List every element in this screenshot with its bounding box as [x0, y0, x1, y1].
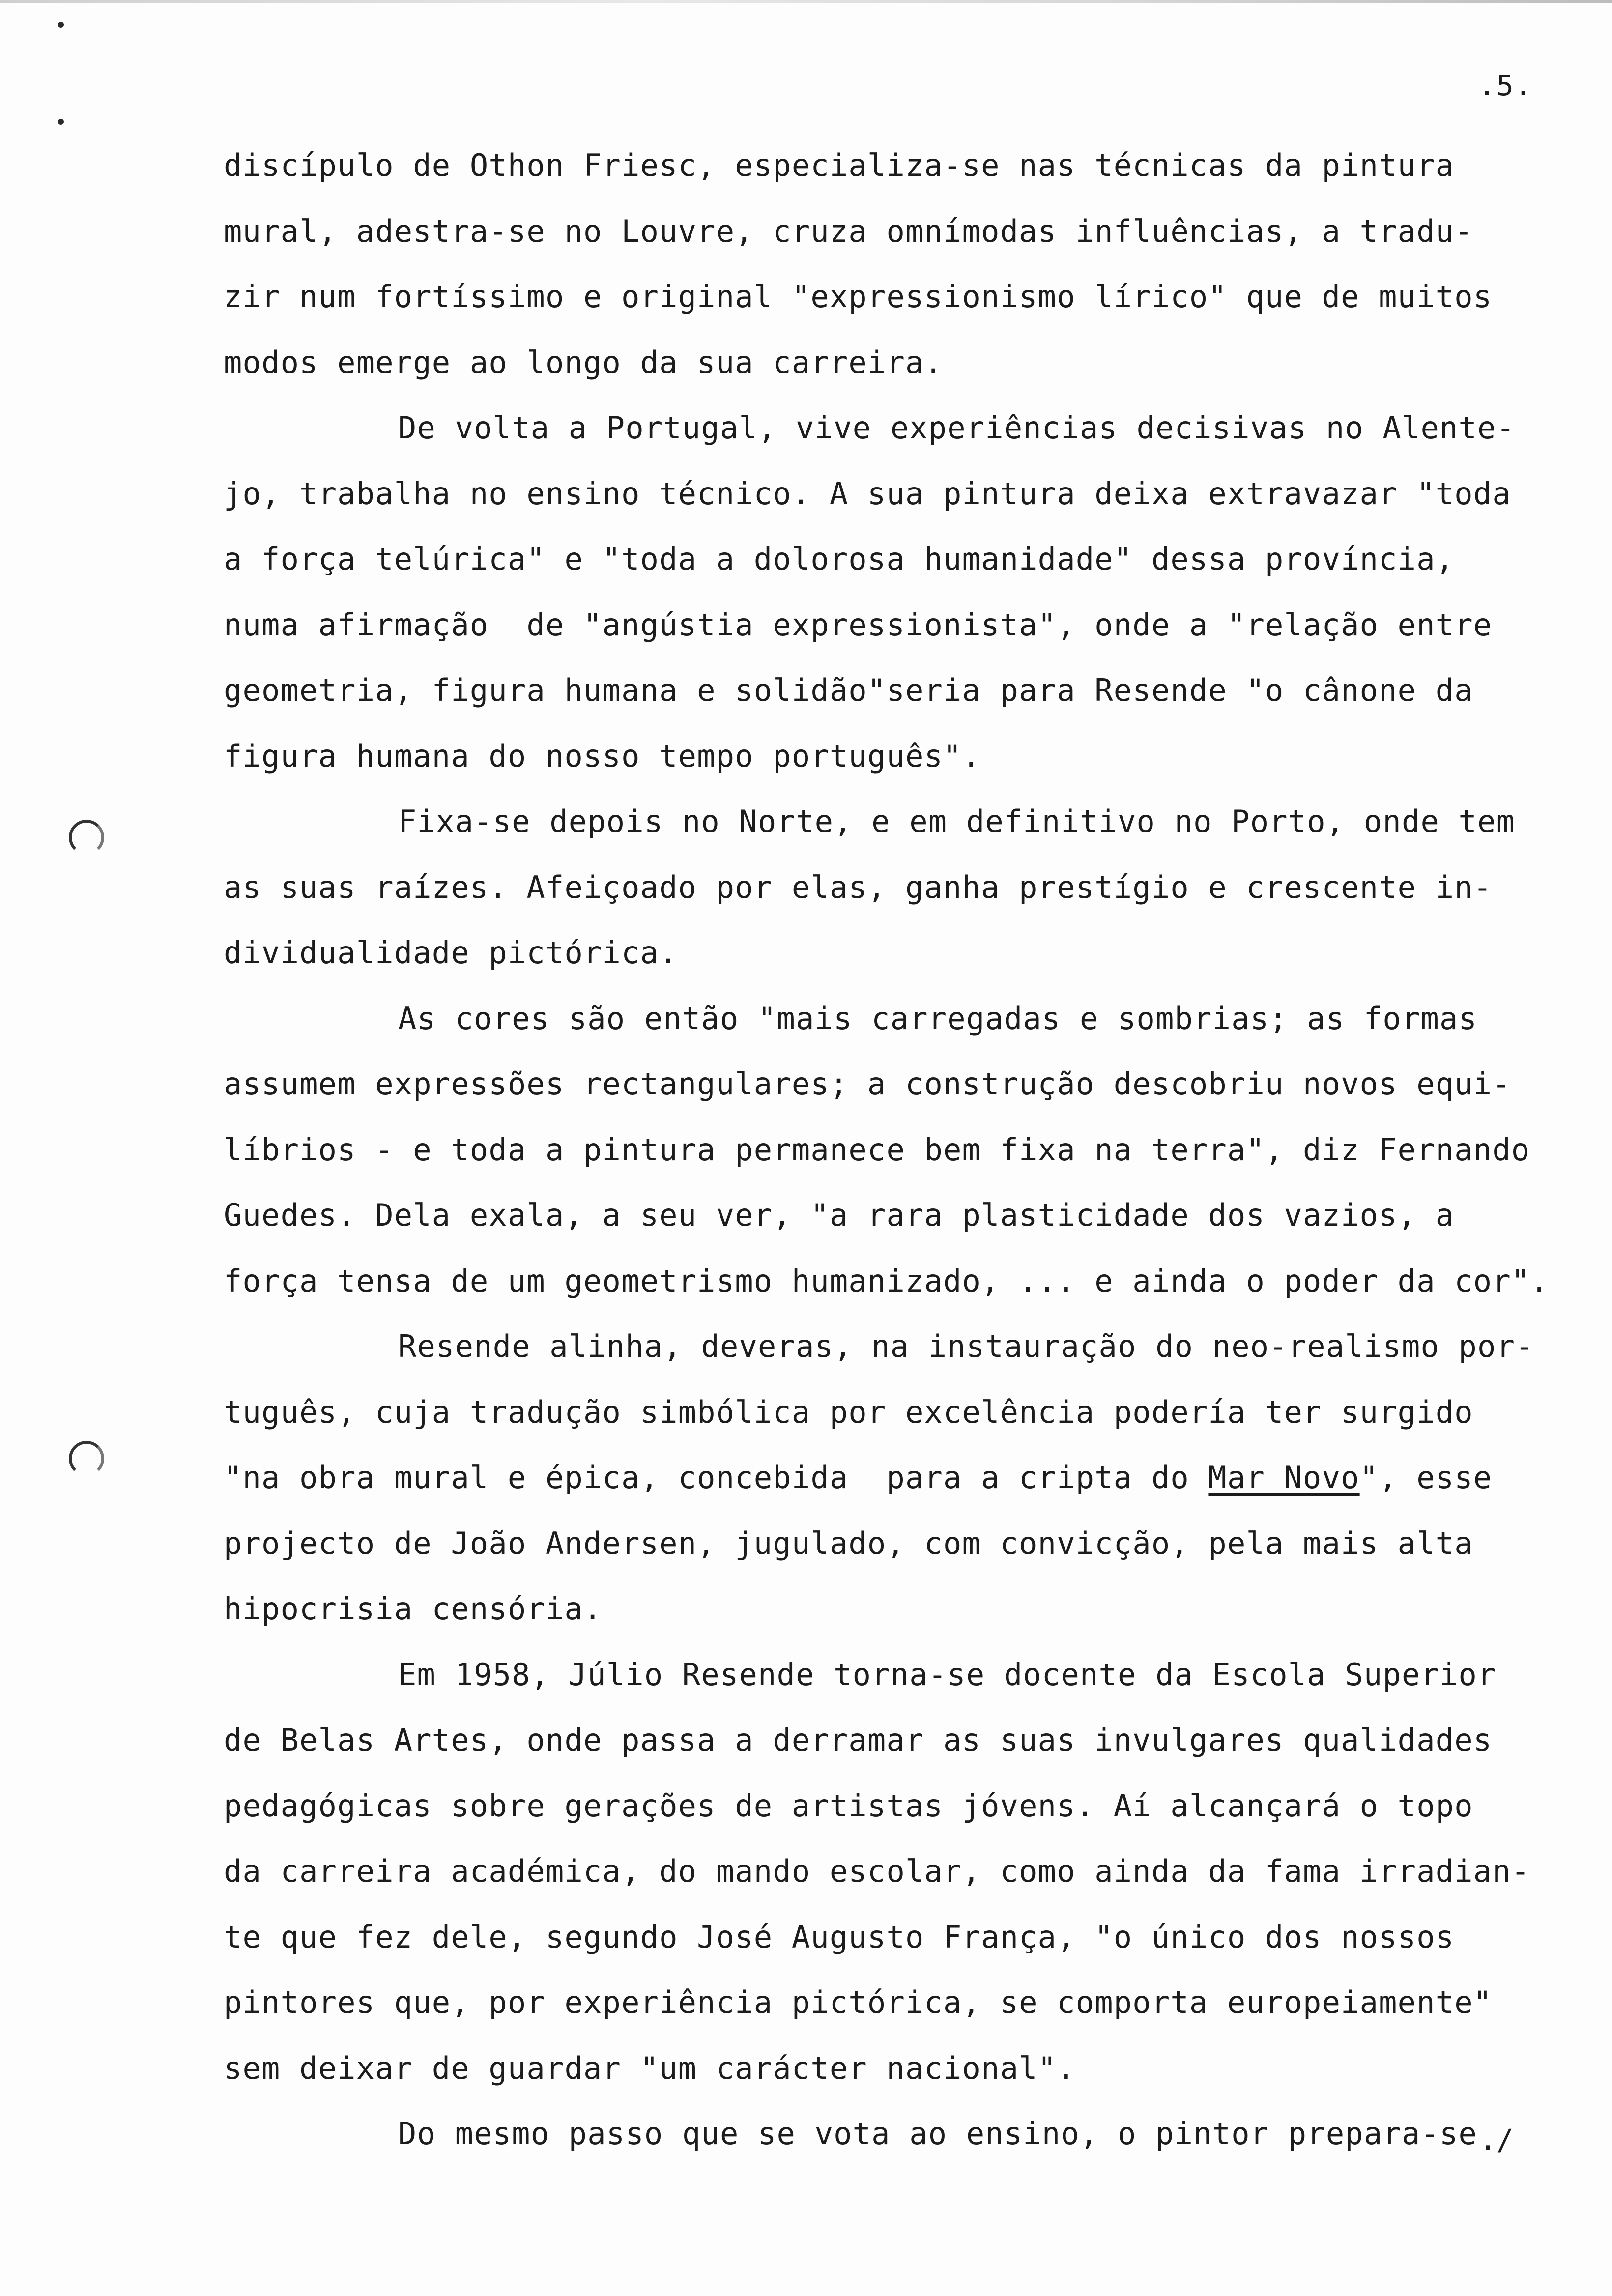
text-line: dividualidade pictórica.: [224, 935, 678, 971]
text-line: te que fez dele, segundo José Augusto França, "o único dos nossos: [224, 1919, 1455, 1955]
page-number: .5.: [1478, 69, 1533, 102]
text-line: hipocrisia censória.: [224, 1591, 603, 1627]
text-line: geometria, figura humana e solidão"seria para Resende "o cânone da: [224, 672, 1473, 708]
margin-dot: [58, 119, 64, 125]
text-fragment: "na obra mural e épica, concebida para a cripta do: [224, 1460, 1209, 1495]
paragraph: [224, 1314, 1570, 1642]
text-line: da carreira académica, do mando escolar, como ainda da fama irradian-: [224, 1853, 1530, 1889]
text-line: força tensa de um geometrismo humanizado, ... e ainda o poder da cor".: [224, 1263, 1549, 1299]
margin-dot: [58, 22, 64, 28]
paragraph: [224, 395, 1570, 789]
paragraph: [224, 789, 1570, 986]
text-line: projecto de João Andersen, jugulado, com convicção, pela mais alta: [224, 1525, 1473, 1561]
text-line: sem deixar de guardar "um carácter nacional".: [224, 2050, 1076, 2086]
continuation-mark: ./: [1479, 2123, 1514, 2156]
text-line: discípulo de Othon Friesc, especializa-se nas técnicas da pintura: [224, 147, 1455, 183]
text-line: pintores que, por experiência pictórica, se comporta europeiamente": [224, 1984, 1493, 2020]
text-line: Resende alinha, deveras, na instauração do neo-realismo por-: [398, 1328, 1534, 1364]
text-line: zir num fortíssimo e original "expressionismo lírico" que de muitos: [224, 279, 1493, 315]
text-line: mural, adestra-se no Louvre, cruza omnímodas influências, a tradu-: [224, 213, 1473, 249]
paragraph: [224, 133, 1570, 395]
text-line: [224, 1445, 1570, 1511]
text-line: figura humana do nosso tempo português".: [224, 738, 981, 774]
page-top-edge: [0, 0, 1612, 3]
text-line: jo, trabalha no ensino técnico. A sua pintura deixa extravazar "toda: [224, 475, 1511, 512]
underlined-title: Mar Novo: [1208, 1460, 1360, 1495]
text-line: as suas raízes. Afeiçoado por elas, ganha prestígio e crescente in-: [224, 869, 1493, 905]
text-line: Fixa-se depois no Norte, e em definitivo no Porto, onde tem: [398, 804, 1516, 839]
text-line: modos emerge ao longo da sua carreira.: [224, 344, 944, 380]
text-line: líbrios - e toda a pintura permanece bem fixa na terra", diz Fernando: [224, 1131, 1530, 1168]
paragraph: [224, 1642, 1570, 2101]
text-line: De volta a Portugal, vive experiências decisivas no Alente-: [398, 410, 1516, 446]
text-line: pedagógicas sobre gerações de artistas jóvens. Aí alcançará o topo: [224, 1787, 1473, 1824]
text-line: assumem expressões rectangulares; a construção descobriu novos equi-: [224, 1066, 1511, 1102]
text-line: Do mesmo passo que se vota ao ensino, o pintor prepara-se: [398, 2116, 1478, 2152]
text-line: numa afirmação de "angústia expressionista", onde a "relação entre: [224, 606, 1493, 643]
text-line: tuguês, cuja tradução simbólica por excelência podería ter surgido: [224, 1394, 1473, 1430]
text-line: As cores são então "mais carregadas e sombrias; as formas: [398, 1000, 1478, 1036]
text-line: Guedes. Dela exala, a seu ver, "a rara plasticidade dos vazios, a: [224, 1197, 1455, 1233]
text-line: a força telúrica" e "toda a dolorosa humanidade" dessa província,: [224, 541, 1455, 577]
text-body: [224, 133, 1570, 2167]
punch-hole-mark: [69, 1441, 104, 1476]
text-line: Em 1958, Júlio Resende torna-se docente da Escola Superior: [398, 1656, 1497, 1693]
text-fragment: ", esse: [1359, 1460, 1493, 1495]
paragraph: [224, 986, 1570, 1314]
text-line: de Belas Artes, onde passa a derramar as suas invulgares qualidades: [224, 1722, 1493, 1758]
punch-hole-mark: [69, 820, 104, 855]
paragraph: [224, 2101, 1570, 2167]
